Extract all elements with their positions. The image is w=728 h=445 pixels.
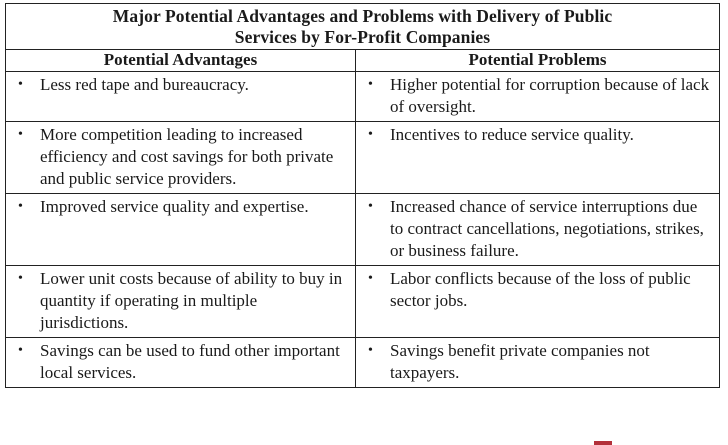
problem-cell (356, 122, 719, 194)
bullet-icon: • (368, 199, 373, 214)
advantage-text: More competition leading to increased efficiency and cost savings for both private and public service providers. (40, 125, 334, 188)
bullet-icon: • (368, 127, 373, 142)
table-last-row (6, 338, 719, 387)
problem-text: Labor conflicts because of the loss of public sector jobs. (390, 269, 691, 310)
bullet-icon: • (368, 77, 373, 92)
problem-text: Increased chance of service interruptions due to contract cancellations, negotiations, strikes, or business failure. (390, 197, 704, 260)
problem-cell (356, 266, 719, 338)
problem-text: Higher potential for corruption because of lack of oversight. (390, 75, 710, 116)
partial-red-stamp-mark (594, 436, 724, 445)
bullet-icon: • (18, 271, 23, 286)
advantage-text: Less red tape and bureaucracy. (40, 75, 249, 94)
advantage-cell (6, 72, 356, 122)
bullet-icon: • (368, 271, 373, 286)
advantage-cell (6, 194, 356, 266)
table-title (6, 4, 719, 50)
problem-cell (356, 194, 719, 266)
advantage-cell (6, 338, 356, 387)
problem-text: Savings benefit private companies not taxpayers. (390, 341, 650, 382)
advantages-problems-table (5, 3, 720, 388)
bullet-icon: • (18, 127, 23, 142)
problem-cell (356, 338, 719, 387)
advantage-text: Improved service quality and expertise. (40, 197, 309, 216)
advantage-cell (6, 266, 356, 338)
table-title-line-1: Major Potential Advantages and Problems with Delivery of Public (112, 6, 613, 26)
bullet-icon: • (18, 77, 23, 92)
table-title-line-2: Services by For-Profit Companies (234, 27, 491, 47)
advantage-text: Lower unit costs because of ability to buy in quantity if operating in multiple jurisdictions. (40, 269, 343, 332)
table-body (6, 50, 719, 338)
stamp-bar (594, 441, 612, 445)
problem-cell (356, 72, 719, 122)
col-header-problems: Potential Problems (356, 50, 719, 72)
problem-text: Incentives to reduce service quality. (390, 125, 634, 144)
bullet-icon: • (368, 343, 373, 358)
advantage-cell (6, 122, 356, 194)
bullet-icon: • (18, 343, 23, 358)
advantage-text: Savings can be used to fund other important local services. (40, 341, 340, 382)
bullet-icon: • (18, 199, 23, 214)
col-header-advantages: Potential Advantages (6, 50, 356, 72)
